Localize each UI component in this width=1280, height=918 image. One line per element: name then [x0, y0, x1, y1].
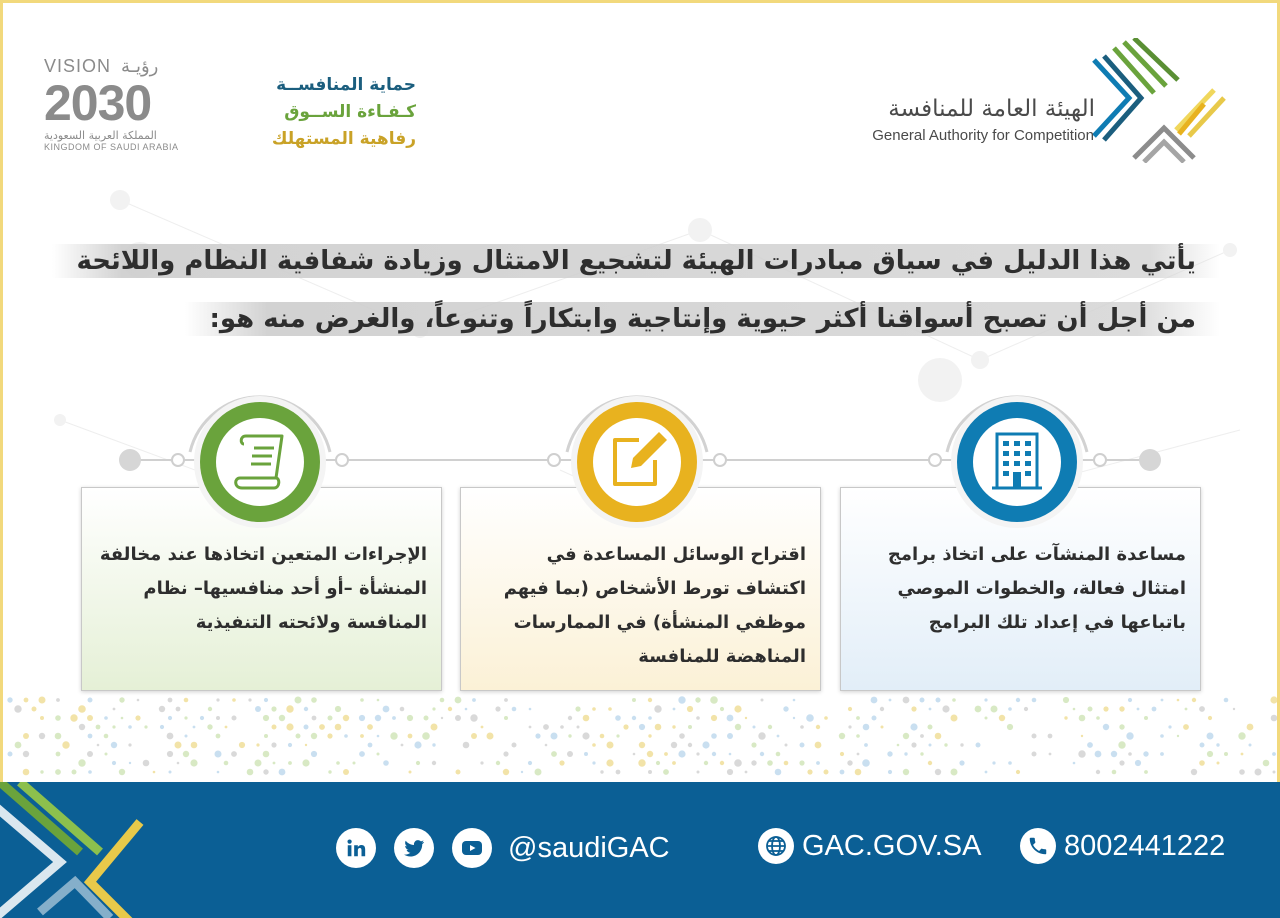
- twitter-icon[interactable]: [394, 828, 434, 868]
- slogans: [236, 72, 416, 153]
- social-handle: @saudiGAC: [508, 831, 670, 864]
- phone-contact[interactable]: [1020, 828, 1225, 864]
- slogan-consumer-welfare: رفاهية المستهلك: [271, 129, 416, 149]
- card-text: اقتراح الوسائل المساعدة في اكتشاف تورط الأشخاص (بما فيهم موظفي المنشأة) في الممارسات المناهضة للمنافسة: [503, 544, 806, 667]
- vision-title: [44, 56, 204, 77]
- building-icon: [947, 392, 1087, 532]
- vision-year: 2030: [44, 75, 152, 131]
- footer-bar: [0, 782, 1280, 918]
- phone-number: 8002441222: [1064, 829, 1226, 862]
- footer-logo-pattern-icon: [0, 782, 180, 918]
- vision-kingdom-en: KINGDOM OF SAUDI ARABIA: [44, 142, 179, 152]
- intro-line-1: يأتي هذا الدليل في سياق مبادرات الهيئة لتشجيع الامتثال وزيادة شفافية النظام واللائحة: [52, 244, 1220, 278]
- edit-icon: [567, 392, 707, 532]
- website-url: GAC.GOV.SA: [802, 829, 982, 862]
- vision-2030-logo: [44, 56, 204, 152]
- card-text: الإجراءات المتعين اتخاذها عند مخالفة المنشأة –أو أحد منافسيها– نظام المنافسة ولائحته التنفيذية: [99, 544, 427, 633]
- slogan-market-efficiency: كـفـاءة الســوق: [284, 102, 416, 122]
- slogan-protect-competition: حماية المنافســة: [276, 75, 416, 95]
- youtube-icon[interactable]: [452, 828, 492, 868]
- authority-name-en: General Authority for Competition: [872, 127, 1094, 144]
- gac-logo-icon: [1084, 38, 1234, 163]
- intro-line-2: من أجل أن تصبح أسواقنا أكثر حيوية وإنتاجية وابتكاراً وتنوعاً، والغرض منه هو:: [185, 302, 1220, 336]
- vision-label-ar: رؤيـة: [121, 56, 159, 77]
- phone-icon: [1020, 828, 1056, 864]
- card-text: مساعدة المنشآت على اتخاذ برامج امتثال فعالة، والخطوات الموصي باتباعها في إعداد تلك البرامج: [887, 544, 1186, 633]
- linkedin-icon[interactable]: [336, 828, 376, 868]
- vision-label-en: VISION: [44, 56, 112, 76]
- website-link[interactable]: [758, 828, 981, 864]
- vision-kingdom-ar: المملكة العربية السعودية: [44, 129, 157, 142]
- globe-icon: [758, 828, 794, 864]
- document-scroll-icon: [190, 392, 330, 532]
- authority-name-ar: الهيئة العامة للمنافسة: [888, 96, 1095, 122]
- social-links: [336, 828, 670, 868]
